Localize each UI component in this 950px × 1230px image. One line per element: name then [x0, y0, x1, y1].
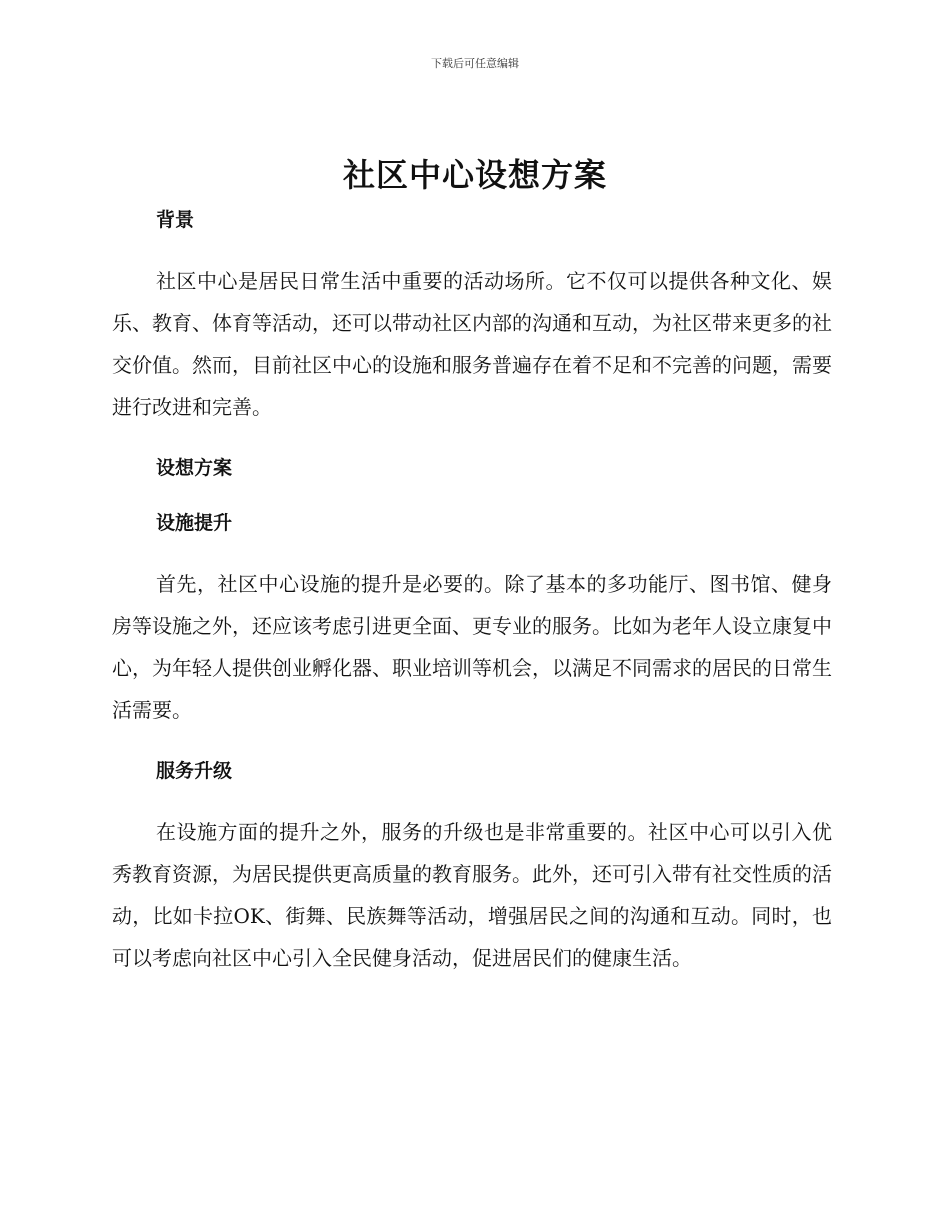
- header-note: 下载后可任意编辑: [431, 57, 519, 70]
- paragraph-service: 在设施方面的提升之外，服务的升级也是非常重要的。社区中心可以引入优秀教育资源，为居民提供更高质量的教育服务。此外，还可引入带有社交性质的活动，比如卡拉OK、街舞、民族舞等活动，增强居民之间的沟通和互动。同时，也可以考虑向社区中心引入全民健身活动，促进居民们的健康生活。: [112, 820, 832, 970]
- section-heading-service: 服务升级: [156, 760, 233, 782]
- section-heading-background: 背景: [156, 209, 195, 231]
- section-heading-facility: 设施提升: [156, 512, 233, 534]
- document-title: 社区中心设想方案: [342, 156, 607, 194]
- section-heading-plan: 设想方案: [156, 457, 233, 479]
- paragraph-facility: 首先，社区中心设施的提升是必要的。除了基本的多功能厅、图书馆、健身房等设施之外，还应该考虑引进更全面、更专业的服务。比如为老年人设立康复中心，为年轻人提供创业孵化器、职业培训等机会，以满足不同需求的居民的日常生活需要。: [112, 572, 832, 722]
- paragraph-background: 社区中心是居民日常生活中重要的活动场所。它不仅可以提供各种文化、娱乐、教育、体育等活动，还可以带动社区内部的沟通和互动，为社区带来更多的社交价值。然而，目前社区中心的设施和服务普遍存在着不足和不完善的问题，需要进行改进和完善。: [112, 269, 832, 419]
- document-body: [112, 205, 832, 979]
